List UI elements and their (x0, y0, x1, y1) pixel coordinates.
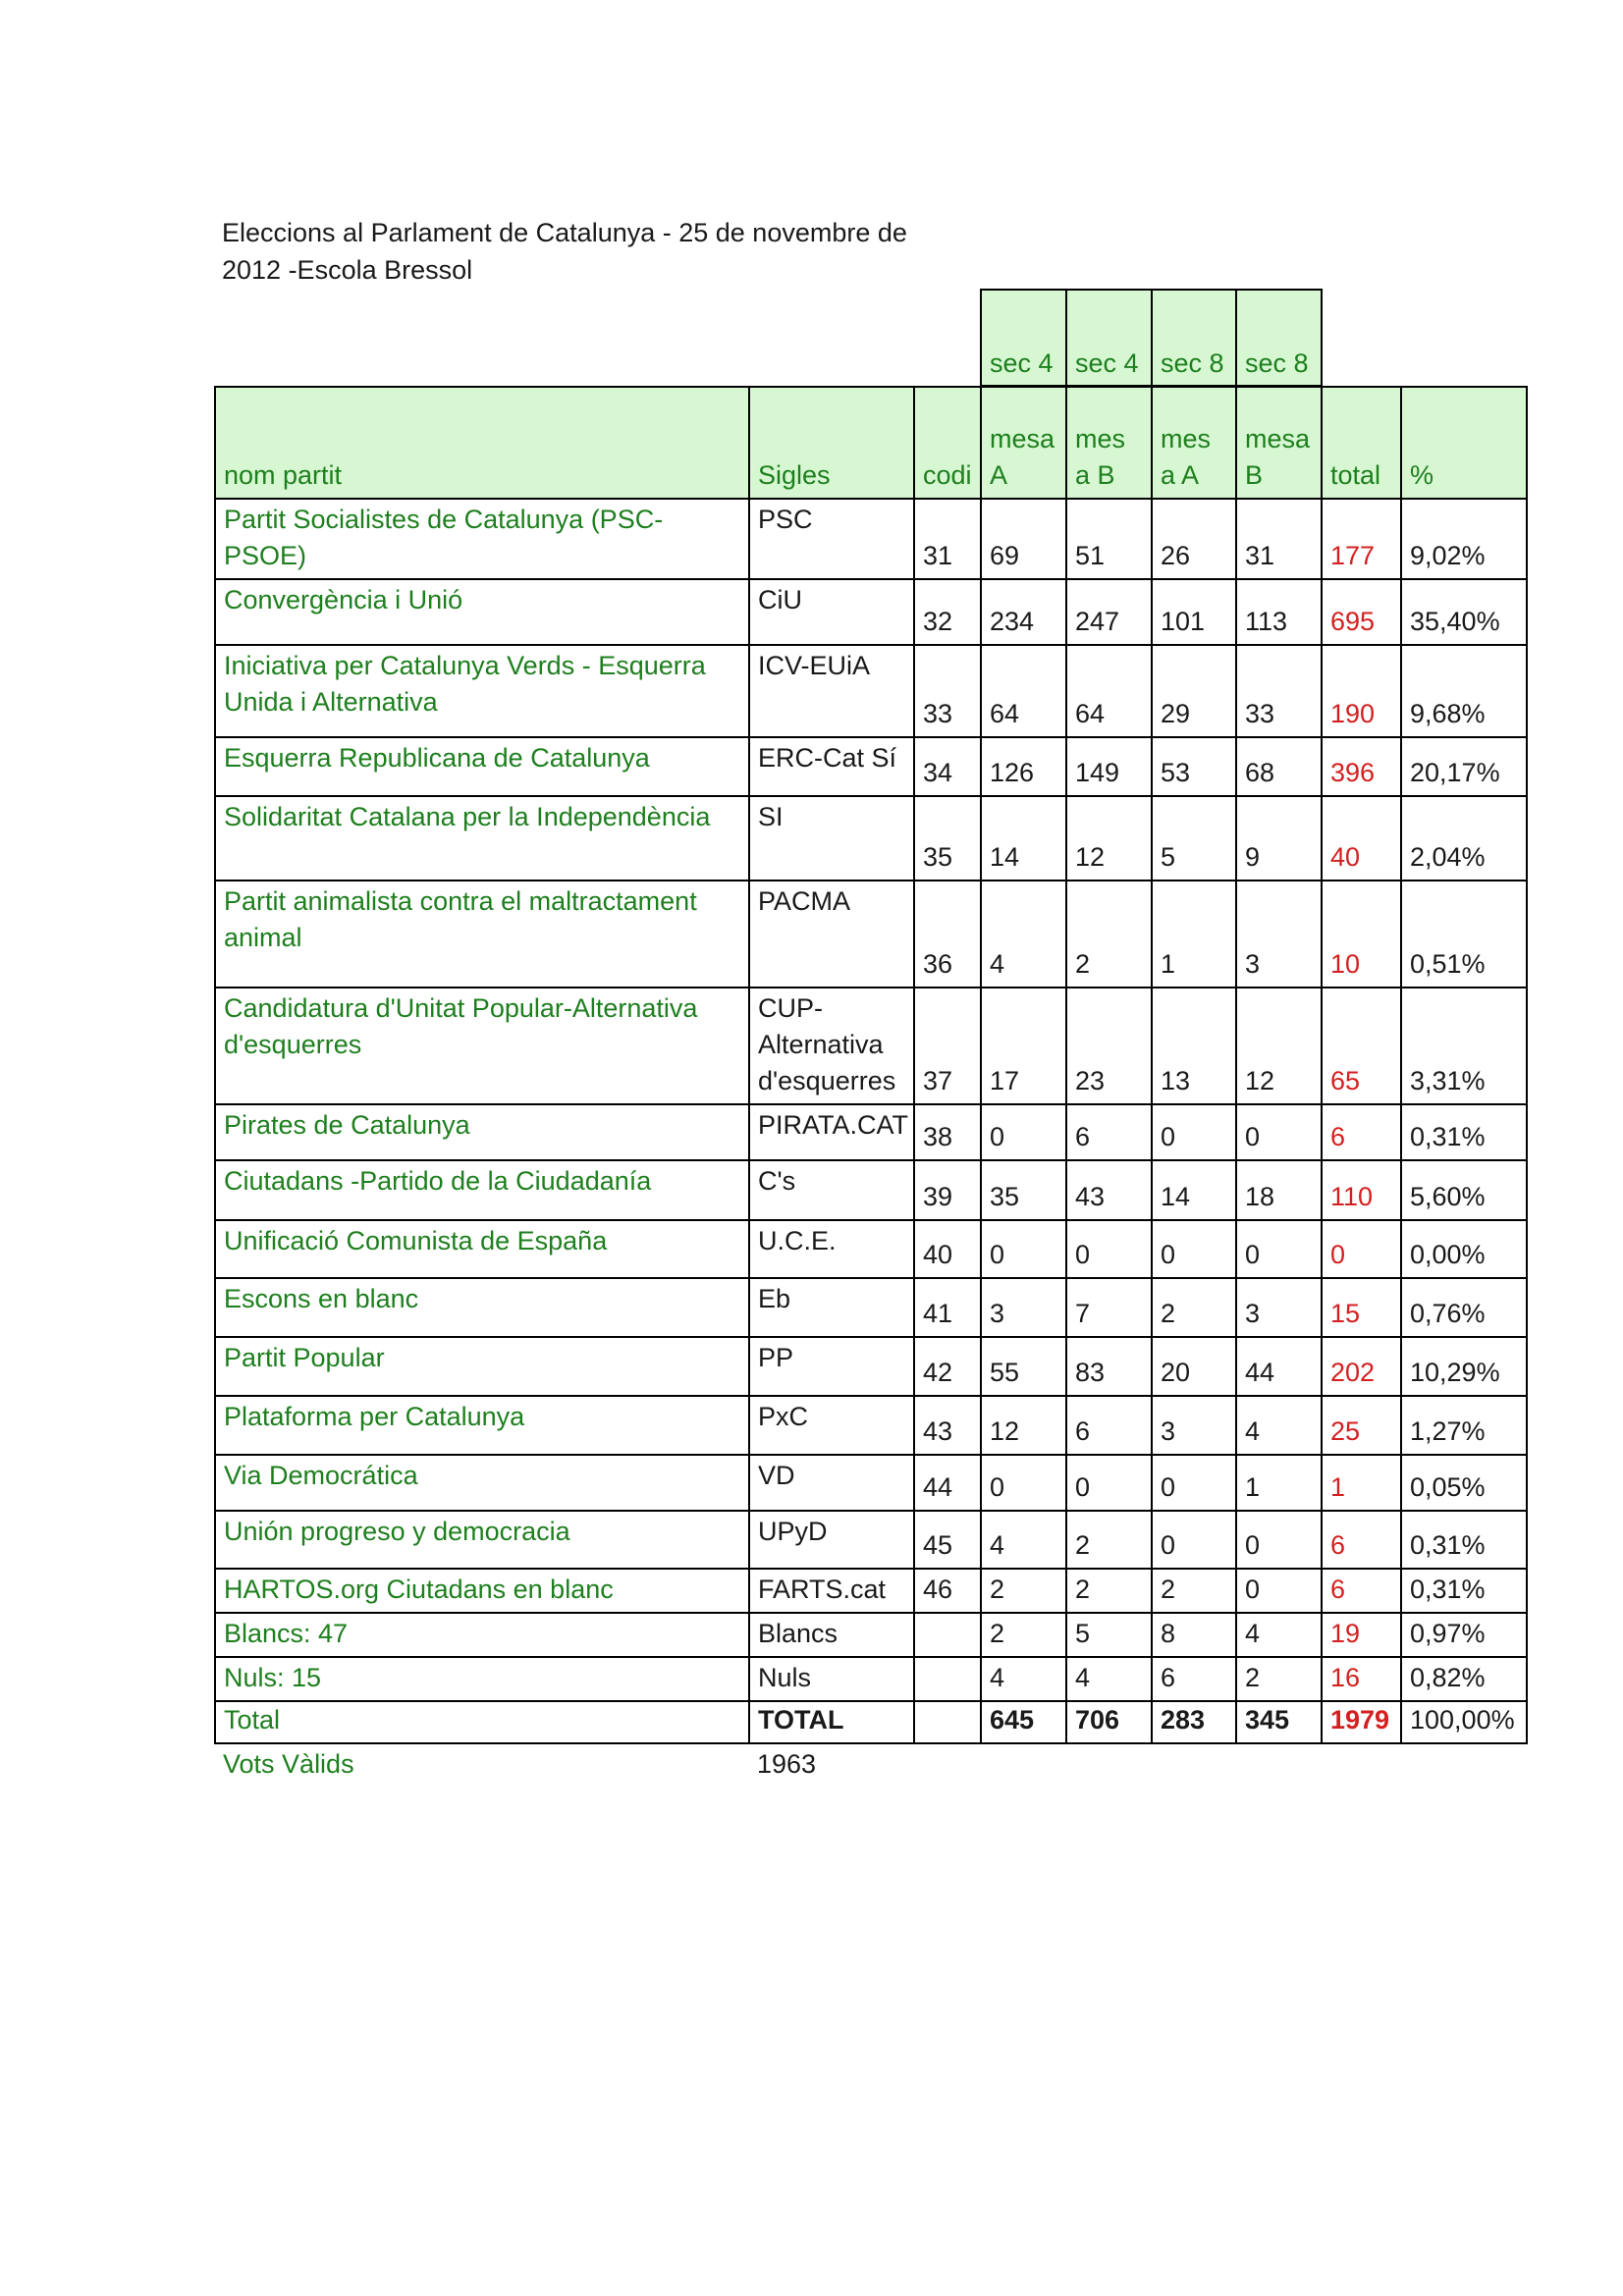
votes-total: 177 (1322, 499, 1401, 579)
votes-mesa-2: 149 (1066, 737, 1152, 796)
table-row (215, 1104, 1527, 1160)
votes-mesa-1: 0 (981, 1455, 1066, 1511)
votes-mesa-4: 0 (1236, 1569, 1322, 1613)
votes-mesa-1: 126 (981, 737, 1066, 796)
votes-mesa-2: 6 (1066, 1396, 1152, 1455)
table-row (215, 1160, 1527, 1220)
votes-total: 25 (1322, 1396, 1401, 1455)
party-code: 45 (914, 1511, 981, 1569)
votes-mesa-1: 55 (981, 1337, 1066, 1396)
votes-mesa-1: 2 (981, 1613, 1066, 1657)
table-row (215, 499, 1527, 579)
votes-mesa-2: 2 (1066, 1569, 1152, 1613)
votes-mesa-1: 35 (981, 1160, 1066, 1220)
votes-total: 40 (1322, 796, 1401, 881)
header-mesa: mes a A (1152, 387, 1236, 499)
header-percent: % (1401, 387, 1527, 499)
table-row (215, 737, 1527, 796)
votes-mesa-3: 14 (1152, 1160, 1236, 1220)
votes-percent: 20,17% (1401, 737, 1527, 796)
votes-mesa-3: 26 (1152, 499, 1236, 579)
votes-mesa-4: 4 (1236, 1396, 1322, 1455)
party-code (914, 1701, 981, 1743)
votes-mesa-4: 113 (1236, 579, 1322, 645)
header-codi: codi (914, 387, 981, 499)
votes-mesa-4: 4 (1236, 1613, 1322, 1657)
votes-mesa-2: 23 (1066, 988, 1152, 1104)
votes-mesa-3: 1 (1152, 881, 1236, 988)
votes-total: 19 (1322, 1613, 1401, 1657)
party-sigles: PIRATA.CAT (749, 1104, 914, 1160)
table-row (215, 1569, 1527, 1613)
party-name: Candidatura d'Unitat Popular-Alternativa d'esquerres (215, 988, 749, 1104)
party-sigles: Blancs (749, 1613, 914, 1657)
votes-mesa-2: 7 (1066, 1278, 1152, 1337)
party-sigles: ERC-Cat Sí (749, 737, 914, 796)
votes-mesa-2: 51 (1066, 499, 1152, 579)
votes-mesa-3: 101 (1152, 579, 1236, 645)
party-name: Escons en blanc (215, 1278, 749, 1337)
party-sigles: PP (749, 1337, 914, 1396)
party-code: 39 (914, 1160, 981, 1220)
table-row (215, 1396, 1527, 1455)
section-label: sec 4 (1066, 290, 1152, 386)
party-name: Unión progreso y democracia (215, 1511, 749, 1569)
votes-mesa-3: 2 (1152, 1278, 1236, 1337)
votes-mesa-3: 20 (1152, 1337, 1236, 1396)
votes-mesa-3: 5 (1152, 796, 1236, 881)
votes-mesa-4: 0 (1236, 1220, 1322, 1278)
votes-total: 6 (1322, 1104, 1401, 1160)
votes-mesa-3: 13 (1152, 988, 1236, 1104)
votes-total: 110 (1322, 1160, 1401, 1220)
votes-total: 1 (1322, 1455, 1401, 1511)
votes-mesa-1: 17 (981, 988, 1066, 1104)
party-code: 33 (914, 645, 981, 737)
votes-mesa-1: 64 (981, 645, 1066, 737)
votes-mesa-4: 44 (1236, 1337, 1322, 1396)
votes-mesa-1: 14 (981, 796, 1066, 881)
votes-mesa-3: 3 (1152, 1396, 1236, 1455)
votes-percent: 1,27% (1401, 1396, 1527, 1455)
party-sigles: TOTAL (749, 1701, 914, 1743)
party-name: Via Democrática (215, 1455, 749, 1511)
votes-mesa-2: 83 (1066, 1337, 1152, 1396)
votes-percent: 9,68% (1401, 645, 1527, 737)
votes-mesa-2: 247 (1066, 579, 1152, 645)
party-name: Partit animalista contra el maltractament animal (215, 881, 749, 988)
party-name: Esquerra Republicana de Catalunya (215, 737, 749, 796)
header-row (215, 387, 1527, 499)
header-total: total (1322, 387, 1401, 499)
table-row (215, 1657, 1527, 1701)
votes-total: 15 (1322, 1278, 1401, 1337)
votes-total: 16 (1322, 1657, 1401, 1701)
votes-mesa-3: 2 (1152, 1569, 1236, 1613)
valid-votes-row (215, 1743, 1527, 1787)
votes-total: 6 (1322, 1511, 1401, 1569)
table-row (215, 1220, 1527, 1278)
party-name: Partit Popular (215, 1337, 749, 1396)
votes-mesa-4: 345 (1236, 1701, 1322, 1743)
party-name: Convergència i Unió (215, 579, 749, 645)
votes-mesa-4: 9 (1236, 796, 1322, 881)
party-code: 32 (914, 579, 981, 645)
votes-total: 190 (1322, 645, 1401, 737)
valid-votes-label: Vots Vàlids (223, 1749, 354, 1779)
results-body (215, 499, 1527, 1787)
title-line-1: Eleccions al Parlament de Catalunya - 25 de novembre de (222, 218, 907, 247)
votes-mesa-2: 43 (1066, 1160, 1152, 1220)
party-name: HARTOS.org Ciutadans en blanc (215, 1569, 749, 1613)
valid-votes-value: 1963 (757, 1749, 817, 1779)
party-name: Pirates de Catalunya (215, 1104, 749, 1160)
votes-total: 65 (1322, 988, 1401, 1104)
votes-total: 1979 (1322, 1701, 1401, 1743)
votes-percent: 0,05% (1401, 1455, 1527, 1511)
votes-mesa-1: 12 (981, 1396, 1066, 1455)
party-sigles: Eb (749, 1278, 914, 1337)
party-code: 41 (914, 1278, 981, 1337)
votes-mesa-3: 0 (1152, 1455, 1236, 1511)
table-row (215, 579, 1527, 645)
votes-percent: 10,29% (1401, 1337, 1527, 1396)
votes-total: 695 (1322, 579, 1401, 645)
party-sigles: FARTS.cat (749, 1569, 914, 1613)
votes-mesa-4: 2 (1236, 1657, 1322, 1701)
party-name: Solidaritat Catalana per la Independència (215, 796, 749, 881)
party-sigles: C's (749, 1160, 914, 1220)
votes-mesa-4: 0 (1236, 1511, 1322, 1569)
table-row (215, 1455, 1527, 1511)
results-table (214, 386, 1528, 1787)
table-row (215, 881, 1527, 988)
votes-mesa-4: 1 (1236, 1455, 1322, 1511)
header-mesa: mes a B (1066, 387, 1152, 499)
table-row (215, 1278, 1527, 1337)
party-sigles: CiU (749, 579, 914, 645)
party-code: 35 (914, 796, 981, 881)
votes-total: 6 (1322, 1569, 1401, 1613)
party-code: 44 (914, 1455, 981, 1511)
votes-mesa-1: 645 (981, 1701, 1066, 1743)
votes-total: 202 (1322, 1337, 1401, 1396)
document-title (222, 214, 968, 289)
votes-mesa-3: 6 (1152, 1657, 1236, 1701)
votes-mesa-2: 0 (1066, 1220, 1152, 1278)
votes-percent: 9,02% (1401, 499, 1527, 579)
table-row (215, 645, 1527, 737)
votes-total: 396 (1322, 737, 1401, 796)
party-name: Iniciativa per Catalunya Verds - Esquerra Unida i Alternativa (215, 645, 749, 737)
votes-percent: 35,40% (1401, 579, 1527, 645)
votes-percent: 100,00% (1401, 1701, 1527, 1743)
header-sigles: Sigles (749, 387, 914, 499)
total-row (215, 1701, 1527, 1743)
table-row (215, 988, 1527, 1104)
party-sigles: UPyD (749, 1511, 914, 1569)
party-code: 38 (914, 1104, 981, 1160)
title-line-2: 2012 -Escola Bressol (222, 255, 473, 285)
party-name: Nuls: 15 (215, 1657, 749, 1701)
section-header-table (980, 289, 1323, 387)
party-code: 46 (914, 1569, 981, 1613)
party-code (914, 1613, 981, 1657)
party-code: 43 (914, 1396, 981, 1455)
party-code: 34 (914, 737, 981, 796)
party-sigles: U.C.E. (749, 1220, 914, 1278)
votes-mesa-1: 0 (981, 1220, 1066, 1278)
votes-mesa-4: 68 (1236, 737, 1322, 796)
party-sigles: SI (749, 796, 914, 881)
votes-mesa-4: 0 (1236, 1104, 1322, 1160)
votes-percent: 0,00% (1401, 1220, 1527, 1278)
table-row (215, 796, 1527, 881)
votes-mesa-1: 69 (981, 499, 1066, 579)
section-label: sec 8 (1236, 290, 1322, 386)
votes-mesa-3: 0 (1152, 1511, 1236, 1569)
votes-mesa-4: 33 (1236, 645, 1322, 737)
section-row (981, 290, 1322, 386)
section-label: sec 8 (1152, 290, 1236, 386)
votes-mesa-3: 29 (1152, 645, 1236, 737)
party-name: Unificació Comunista de España (215, 1220, 749, 1278)
party-name: Ciutadans -Partido de la Ciudadanía (215, 1160, 749, 1220)
party-sigles: PACMA (749, 881, 914, 988)
party-code: 42 (914, 1337, 981, 1396)
party-sigles: VD (749, 1455, 914, 1511)
party-code (914, 1657, 981, 1701)
votes-mesa-2: 2 (1066, 1511, 1152, 1569)
votes-mesa-4: 31 (1236, 499, 1322, 579)
votes-total: 10 (1322, 881, 1401, 988)
votes-percent: 2,04% (1401, 796, 1527, 881)
votes-percent: 5,60% (1401, 1160, 1527, 1220)
party-code: 37 (914, 988, 981, 1104)
votes-mesa-1: 4 (981, 881, 1066, 988)
header-mesa: mesa B (1236, 387, 1322, 499)
votes-mesa-1: 234 (981, 579, 1066, 645)
votes-percent: 0,76% (1401, 1278, 1527, 1337)
votes-mesa-3: 0 (1152, 1220, 1236, 1278)
votes-percent: 0,97% (1401, 1613, 1527, 1657)
header-party: nom partit (215, 387, 749, 499)
votes-mesa-1: 0 (981, 1104, 1066, 1160)
votes-mesa-3: 8 (1152, 1613, 1236, 1657)
table-row (215, 1511, 1527, 1569)
votes-mesa-2: 706 (1066, 1701, 1152, 1743)
votes-mesa-4: 12 (1236, 988, 1322, 1104)
votes-mesa-1: 2 (981, 1569, 1066, 1613)
votes-mesa-2: 64 (1066, 645, 1152, 737)
votes-mesa-2: 4 (1066, 1657, 1152, 1701)
party-name: Total (215, 1701, 749, 1743)
party-name: Blancs: 47 (215, 1613, 749, 1657)
party-name: Plataforma per Catalunya (215, 1396, 749, 1455)
votes-mesa-4: 3 (1236, 1278, 1322, 1337)
votes-mesa-2: 5 (1066, 1613, 1152, 1657)
party-sigles: PxC (749, 1396, 914, 1455)
party-code: 36 (914, 881, 981, 988)
votes-mesa-3: 53 (1152, 737, 1236, 796)
party-code: 40 (914, 1220, 981, 1278)
table-row (215, 1613, 1527, 1657)
votes-mesa-4: 18 (1236, 1160, 1322, 1220)
votes-mesa-3: 283 (1152, 1701, 1236, 1743)
table-row (215, 1337, 1527, 1396)
votes-percent: 0,82% (1401, 1657, 1527, 1701)
party-sigles: Nuls (749, 1657, 914, 1701)
votes-mesa-1: 3 (981, 1278, 1066, 1337)
votes-mesa-2: 6 (1066, 1104, 1152, 1160)
votes-percent: 0,51% (1401, 881, 1527, 988)
party-code: 31 (914, 499, 981, 579)
votes-mesa-2: 0 (1066, 1455, 1152, 1511)
votes-mesa-1: 4 (981, 1511, 1066, 1569)
votes-mesa-4: 3 (1236, 881, 1322, 988)
votes-mesa-1: 4 (981, 1657, 1066, 1701)
party-sigles: ICV-EUiA (749, 645, 914, 737)
votes-total: 0 (1322, 1220, 1401, 1278)
section-label: sec 4 (981, 290, 1066, 386)
party-sigles: CUP-Alternativa d'esquerres (749, 988, 914, 1104)
votes-mesa-3: 0 (1152, 1104, 1236, 1160)
votes-percent: 3,31% (1401, 988, 1527, 1104)
party-name: Partit Socialistes de Catalunya (PSC-PSOE) (215, 499, 749, 579)
votes-mesa-2: 2 (1066, 881, 1152, 988)
votes-percent: 0,31% (1401, 1511, 1527, 1569)
votes-percent: 0,31% (1401, 1569, 1527, 1613)
header-mesa: mesa A (981, 387, 1066, 499)
party-sigles: PSC (749, 499, 914, 579)
votes-percent: 0,31% (1401, 1104, 1527, 1160)
votes-mesa-2: 12 (1066, 796, 1152, 881)
